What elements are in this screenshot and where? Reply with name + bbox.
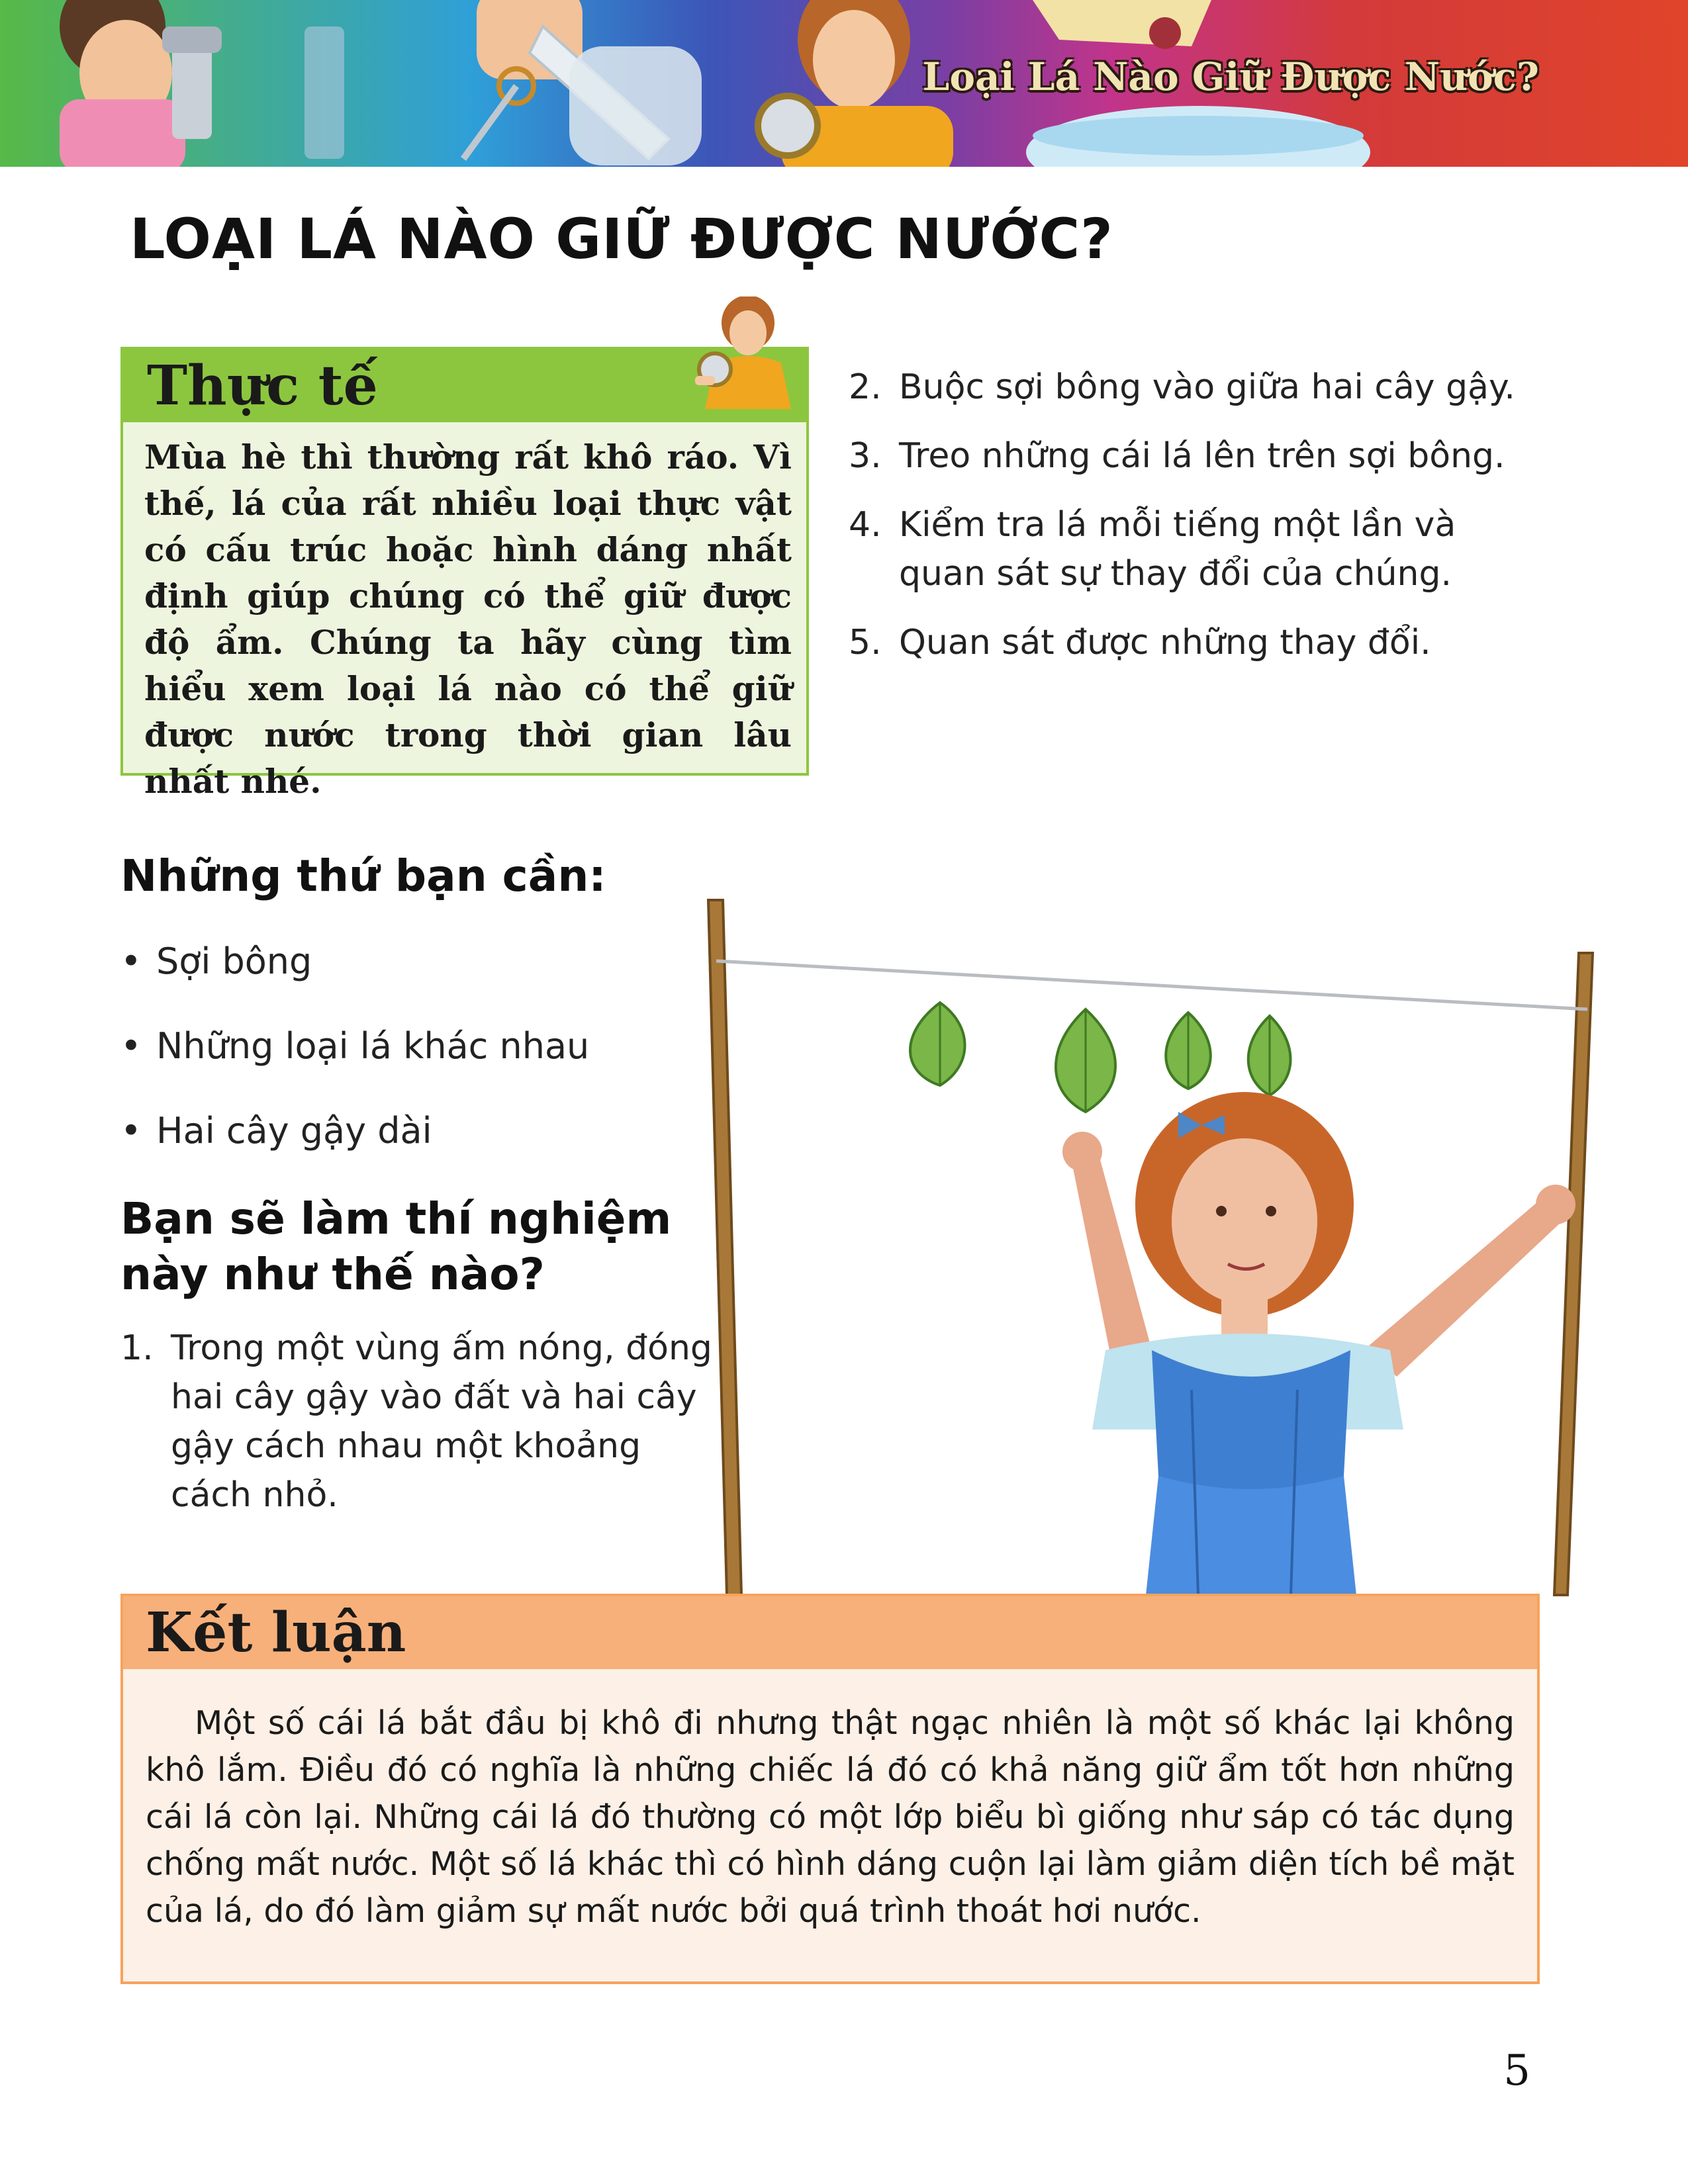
conclusion-text: Một số cái lá bắt đầu bị khô đi nhưng thật ngạc nhiên là một số khác lại không khô lắm. Điều đó có nghĩa là những chiếc lá đó có khả năng giữ ẩm tốt hơn những cái lá còn lại. Những cái lá đó thường có một lớp biểu bì giống như sáp có tác dụng chống mất nước. Một số lá khác thì có hình dáng cuộn lại làm giảm diện tích bề mặt của lá, do đó làm giảm sự mất nước bởi quá trình thoát hơi nước. xyxy=(146,1704,1515,1930)
leaf-4 xyxy=(1248,1016,1291,1095)
step-text: Trong một vùng ấm nóng, đóng hai cây gậy vào đất và hai cây gậy cách nhau một khoảng cách nhỏ. xyxy=(171,1328,712,1515)
girl-figure xyxy=(1062,1092,1575,1602)
bottle-scissors-figure xyxy=(305,0,702,165)
materials-item: • Hai cây gậy dài xyxy=(119,1108,589,1154)
leaf-3 xyxy=(1166,1013,1211,1089)
kid-magnifier-mini-illustration xyxy=(675,296,808,416)
page-number: 5 xyxy=(1503,2046,1530,2095)
right-stick xyxy=(1554,953,1593,1595)
step-text: Buộc sợi bông vào giữa hai cây gậy. xyxy=(899,367,1515,407)
procedure-step xyxy=(849,432,1550,480)
step-text: Quan sát được những thay đổi. xyxy=(899,623,1431,662)
step-number: 4. xyxy=(849,505,882,545)
procedure-step xyxy=(849,363,1550,412)
leaf-2 xyxy=(1056,1009,1115,1112)
procedure-step-first xyxy=(120,1324,716,1520)
cotton-string xyxy=(716,961,1587,1009)
procedure-heading: Bạn sẽ làm thí nghiệm này như thế nào? xyxy=(120,1193,672,1300)
procedure-step xyxy=(849,618,1550,667)
header-banner xyxy=(0,0,1688,167)
procedure-step xyxy=(849,500,1550,598)
step-number: 5. xyxy=(849,623,882,662)
leaves-on-string-illustration xyxy=(702,887,1609,1602)
materials-item: • Những loại lá khác nhau xyxy=(119,1023,589,1069)
left-stick xyxy=(708,900,741,1595)
materials-item: • Sợi bông xyxy=(119,938,589,985)
step-text: Treo những cái lá lên trên sợi bông. xyxy=(899,436,1505,476)
microscope-girl-figure xyxy=(60,0,222,167)
page-title: LOẠI LÁ NÀO GIỮ ĐƯỢC NƯỚC? xyxy=(130,206,1113,271)
step-number: 1. xyxy=(120,1328,154,1368)
materials-list xyxy=(119,938,589,1193)
procedure-step xyxy=(120,1324,716,1520)
fact-text: Mùa hè thì thường rất khô ráo. Vì thế, lá của rất nhiều loại thực vật có cấu trúc hoặc hình dáng nhất định giúp chúng có thể giữ được độ ẩm. Chúng ta hãy cùng tìm hiểu xem loại lá nào có thể giữ được nước trong thời gian lâu nhất nhé. xyxy=(144,437,792,801)
fact-heading: Thực tế xyxy=(123,349,806,422)
step-text: Kiểm tra lá mỗi tiếng một lần và quan sát sự thay đổi của chúng. xyxy=(899,505,1456,594)
banner-title: Loại Lá Nào Giữ Được Nước? xyxy=(922,54,1539,99)
conclusion-box xyxy=(120,1594,1540,1984)
step-number: 3. xyxy=(849,436,882,476)
procedure-steps-right xyxy=(849,363,1550,687)
step-number: 2. xyxy=(849,367,882,407)
materials-heading: Những thứ bạn cần: xyxy=(120,850,606,901)
leaf-1 xyxy=(910,1003,965,1085)
conclusion-heading: Kết luận xyxy=(123,1596,1537,1669)
